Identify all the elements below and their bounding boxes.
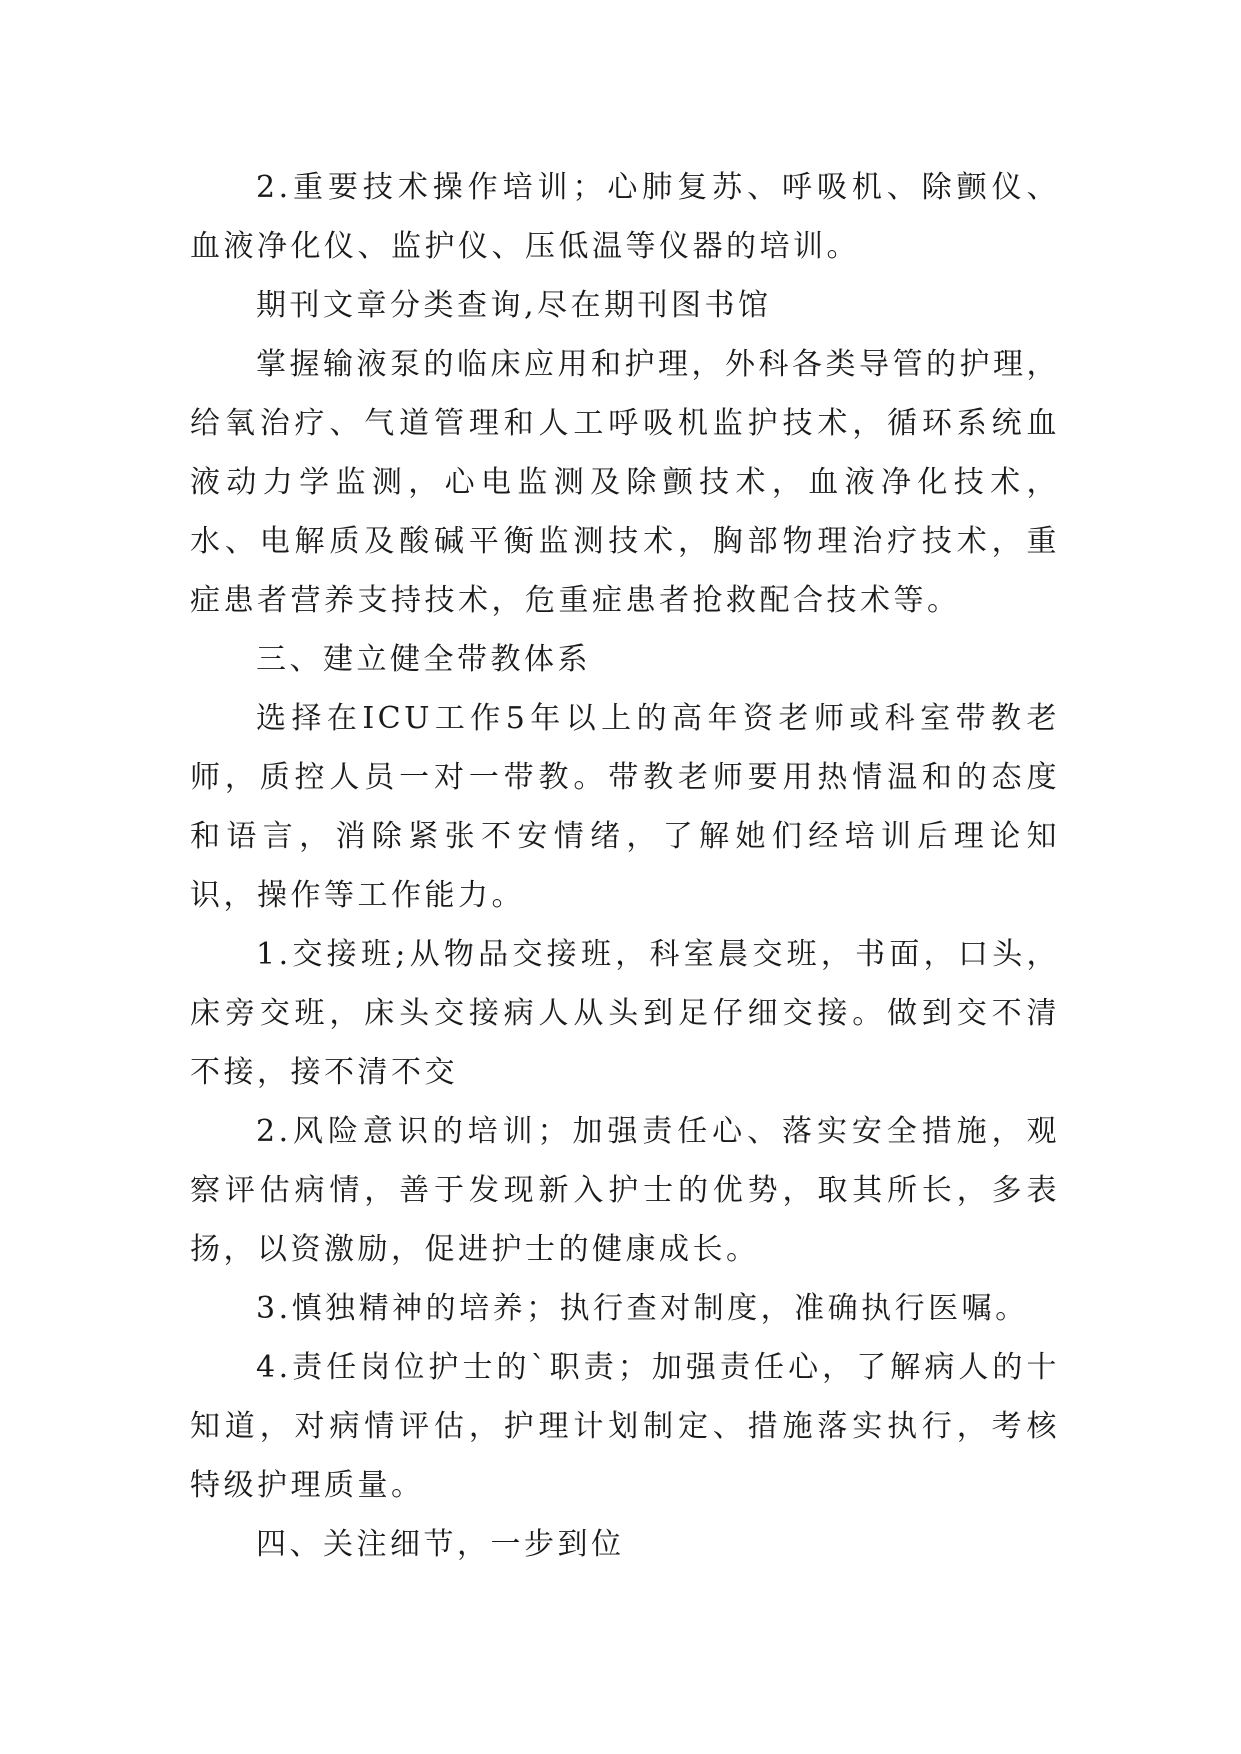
paragraph-clinical-skills: 掌握输液泵的临床应用和护理，外科各类导管的护理，给氧治疗、气道管理和人工呼吸机监护技术，循环系统血液动力学监测，心电监测及除颤技术，血液净化技术，水、电解质及酸碱平衡监测技术，胸部物理治疗技术，重症患者营养支持技术，危重症患者抢救配合技术等。 (190, 347, 1060, 618)
section-heading-attention-to-detail: 四、关注细节，一步到位 (256, 1527, 625, 1562)
section-heading-teaching-system: 三、建立健全带教体系 (256, 642, 591, 677)
document-body (190, 158, 1060, 1574)
paragraph-journal-note: 期刊文章分类查询,尽在期刊图书馆 (256, 288, 772, 323)
paragraph-self-discipline: 3.慎独精神的培养；执行查对制度，准确执行医嘱。 (256, 1291, 1029, 1326)
paragraph-mentor-selection: 选择在ICU工作5年以上的高年资老师或科室带教老师，质控人员一对一带教。带教老师要用热情温和的态度和语言，消除紧张不安情绪，了解她们经培训后理论知识，操作等工作能力。 (190, 701, 1060, 913)
paragraph-risk-awareness: 2.风险意识的培训；加强责任心、落实安全措施，观察评估病情，善于发现新入护士的优势，取其所长，多表扬，以资激励，促进护士的健康成长。 (190, 1114, 1060, 1267)
paragraph-shift-handover: 1.交接班;从物品交接班，科室晨交班，书面，口头，床旁交班，床头交接病人从头到足仔细交接。做到交不清不接，接不清不交 (190, 937, 1060, 1090)
paragraph-post-duties: 4.责任岗位护士的`职责；加强责任心，了解病人的十知道，对病情评估，护理计划制定、措施落实执行，考核特级护理质量。 (190, 1350, 1060, 1503)
paragraph-equipment-training: 2.重要技术操作培训；心肺复苏、呼吸机、除颤仪、血液净化仪、监护仪、压低温等仪器的培训。 (190, 170, 1060, 264)
